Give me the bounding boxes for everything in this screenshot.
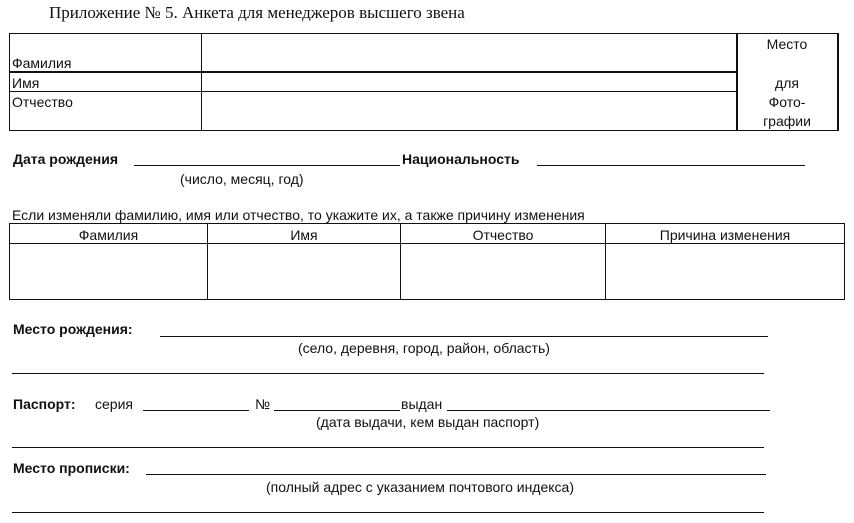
changes-cell-patronymic[interactable] [401, 244, 604, 298]
birthplace-field[interactable] [160, 336, 768, 337]
name-change-intro: Если изменяли фамилию, имя или отчество, то укажите их, а также причину изменения [12, 207, 585, 223]
photo-label-line2: для [775, 75, 799, 91]
passport-number-label: № [255, 396, 271, 412]
table-bottom-border [9, 130, 737, 131]
passport-number-field[interactable] [274, 410, 400, 411]
passport-series-field[interactable] [143, 410, 249, 411]
nationality-label: Национальность [402, 151, 520, 167]
registration-label: Место прописки: [13, 460, 130, 476]
patronymic-label: Отчество [12, 94, 73, 110]
photo-box-right [837, 33, 839, 131]
name-label: Имя [12, 75, 40, 91]
passport-hint: (дата выдачи, кем выдан паспорт) [316, 414, 540, 430]
changes-table-top [9, 223, 845, 224]
changes-header-patronymic: Отчество [472, 227, 534, 243]
name-row-separator [9, 91, 737, 92]
birthplace-hint: (село, деревня, город, район, область) [298, 340, 550, 356]
patronymic-field[interactable] [203, 93, 735, 129]
changes-cell-surname[interactable] [10, 244, 206, 298]
photo-label-line1: Место [766, 36, 808, 52]
surname-label: Фамилия [12, 55, 72, 71]
table-left-border [9, 33, 10, 130]
birth-date-hint: (число, месяц, год) [180, 171, 304, 187]
passport-issued-label: выдан [401, 396, 443, 412]
changes-header-name: Имя [290, 227, 318, 243]
passport-field-line2[interactable] [12, 447, 764, 448]
changes-cell-name[interactable] [208, 244, 399, 298]
label-column-divider [201, 33, 202, 130]
photo-box-top [736, 33, 838, 34]
nationality-field[interactable] [537, 165, 805, 166]
changes-header-reason: Причина изменения [659, 227, 791, 243]
surname-field[interactable] [203, 36, 735, 70]
changes-header-surname: Фамилия [78, 227, 139, 243]
birth-date-field[interactable] [134, 165, 400, 166]
birthplace-label: Место рождения: [13, 321, 133, 337]
changes-col-border-4 [844, 223, 845, 300]
name-field[interactable] [203, 74, 735, 90]
changes-table-bottom [9, 299, 845, 300]
registration-field-line2[interactable] [12, 512, 764, 513]
birth-date-label: Дата рождения [13, 151, 119, 167]
changes-cell-reason[interactable] [606, 244, 843, 298]
photo-label-line3: Фото- [768, 94, 806, 110]
registration-hint: (полный адрес с указанием почтового индекса) [266, 479, 574, 495]
page-title: Приложение № 5. Анкета для менеджеров высшего звена [49, 3, 465, 22]
birthplace-field-line2[interactable] [12, 373, 764, 374]
table-top-border [9, 33, 737, 34]
passport-issued-field[interactable] [447, 410, 770, 411]
passport-label: Паспорт: [13, 396, 76, 412]
registration-field[interactable] [146, 474, 766, 475]
surname-row-separator [9, 71, 737, 73]
photo-label-line4: графии [763, 113, 811, 129]
passport-series-label: серия [95, 396, 133, 412]
